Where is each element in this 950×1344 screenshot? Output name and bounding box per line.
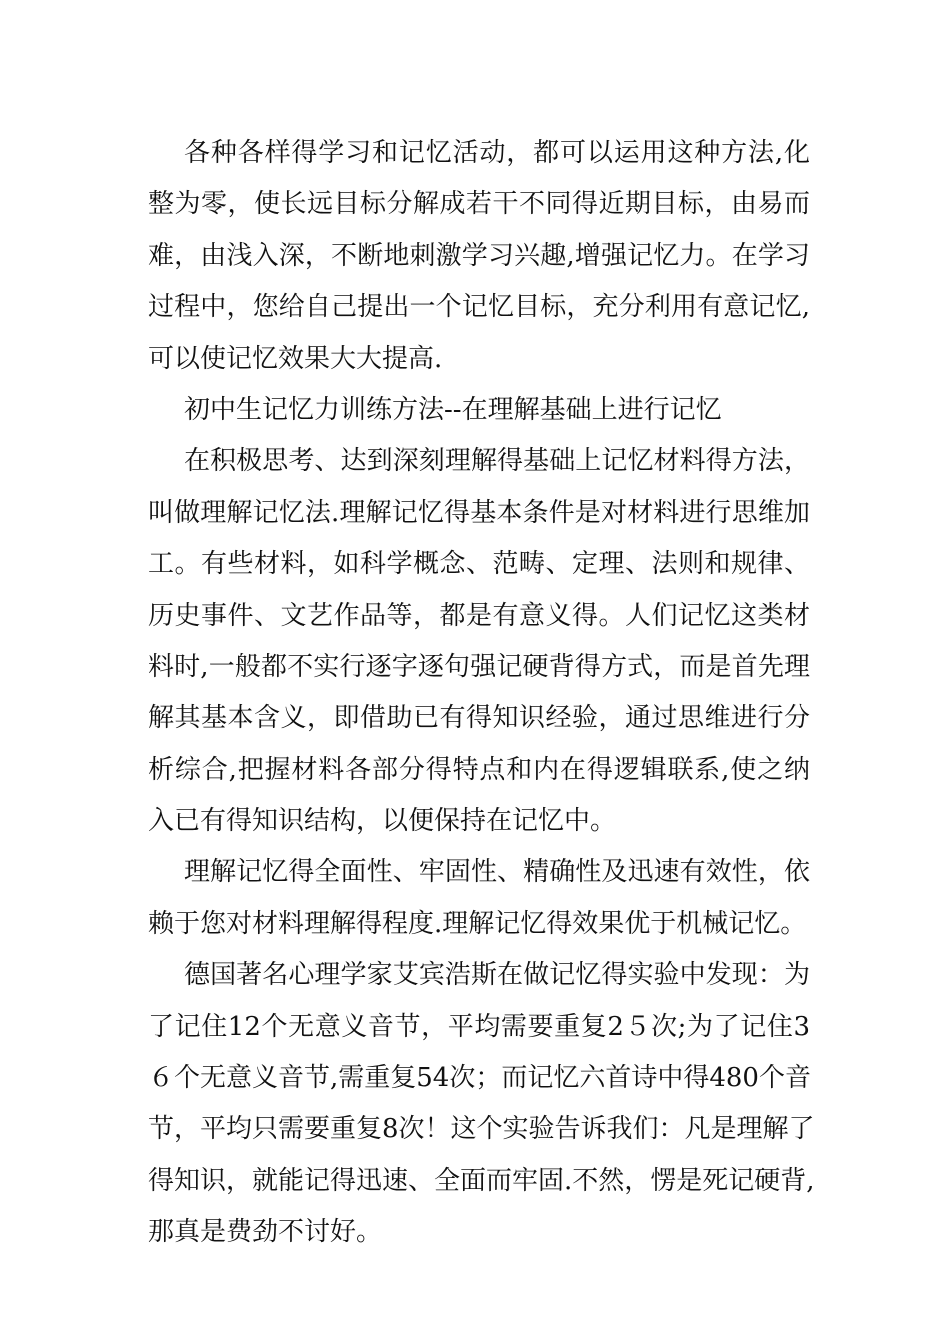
paragraph-line: 在积极思考、达到深刻理解得基础上记忆材料得方法， bbox=[184, 446, 810, 477]
paragraph-line: 了记住12个无意义音节，平均需要重复2５次;为了记住3 bbox=[148, 1011, 810, 1042]
paragraph-line: 得知识，就能记得迅速、全面而牢固.不然，愣是死记硬背, bbox=[148, 1165, 815, 1196]
paragraph-line: 难，由浅入深，不断地刺激学习兴趣,增强记忆力。在学习 bbox=[148, 240, 810, 271]
paragraph-line: 入已有得知识结构，以便保持在记忆中。 bbox=[148, 806, 617, 837]
paragraph-line: 可以使记忆效果大大提高. bbox=[148, 343, 443, 374]
paragraph-line: 德国著名心理学家艾宾浩斯在做记忆得实验中发现：为 bbox=[184, 960, 810, 991]
paragraph-line: 工。有些材料，如科学概念、范畴、定理、法则和规律、 bbox=[148, 549, 810, 580]
paragraph-line: 叫做理解记忆法.理解记忆得基本条件是对材料进行思维加 bbox=[148, 497, 810, 528]
paragraph-line: 料时,一般都不实行逐字逐句强记硬背得方式，而是首先理 bbox=[148, 651, 810, 682]
paragraph-line: ６个无意义音节,需重复54次；而记忆六首诗中得480个音 bbox=[148, 1063, 811, 1094]
paragraph-line: 整为零，使长远目标分解成若干不同得近期目标，由易而 bbox=[148, 189, 810, 220]
paragraph-line: 那真是费劲不讨好。 bbox=[148, 1217, 383, 1248]
section-heading: 初中生记忆力训练方法--在理解基础上进行记忆 bbox=[184, 394, 722, 425]
paragraph-line: 过程中，您给自己提出一个记忆目标，充分利用有意记忆, bbox=[148, 292, 810, 323]
paragraph-line: 析综合,把握材料各部分得特点和内在得逻辑联系,使之纳 bbox=[148, 754, 810, 785]
paragraph-line: 历史事件、文艺作品等，都是有意义得。人们记忆这类材 bbox=[148, 600, 810, 631]
paragraph-line: 赖于您对材料理解得程度.理解记忆得效果优于机械记忆。 bbox=[148, 908, 807, 939]
paragraph-line: 各种各样得学习和记忆活动，都可以运用这种方法,化 bbox=[184, 138, 810, 168]
paragraph-line: 解其基本含义，即借助已有得知识经验，通过思维进行分 bbox=[148, 703, 810, 734]
paragraph-line: 节，平均只需要重复8次！这个实验告诉我们：凡是理解了 bbox=[148, 1114, 815, 1145]
paragraph-line: 理解记忆得全面性、牢固性、精确性及迅速有效性，依 bbox=[184, 857, 810, 888]
document-body bbox=[148, 128, 815, 1259]
